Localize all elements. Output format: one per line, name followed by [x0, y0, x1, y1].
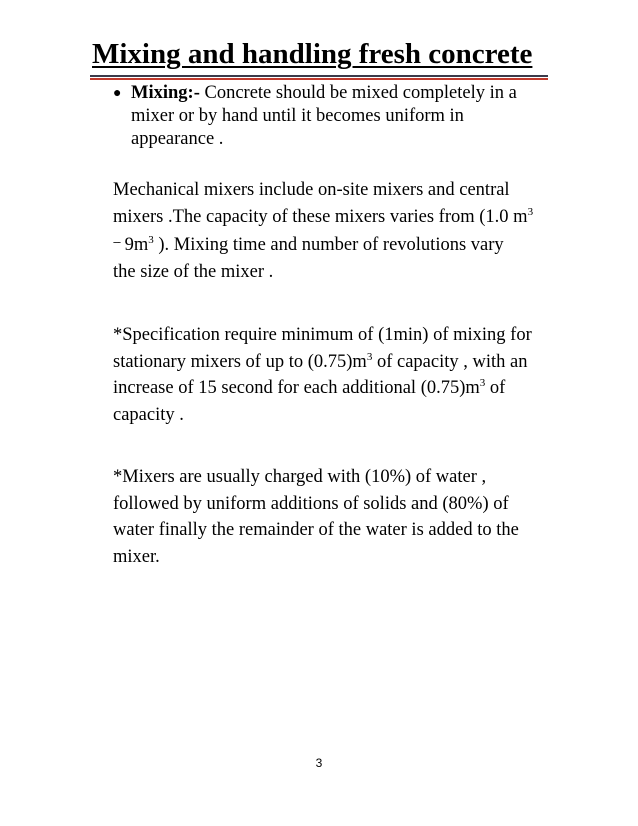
para2-line2	[113, 349, 573, 376]
paragraph-specification	[113, 322, 573, 428]
para1-line4: the size of the mixer .	[113, 261, 274, 282]
bullet-dot-icon: ●	[113, 86, 122, 101]
para3-line3: water finally the remainder of the water is added to the	[113, 520, 519, 540]
paragraph-mechanical-mixers	[113, 177, 573, 285]
para1-line2-text: mixers .The capacity of these mixers varies from (1.0 m	[113, 206, 528, 227]
para2-line2-sup: 3	[366, 350, 373, 363]
bullet-line3: appearance .	[131, 129, 224, 149]
para2-line4: capacity .	[113, 404, 184, 425]
bullet-first-line	[113, 82, 553, 105]
para2-line2-b: of capacity , with an	[372, 351, 528, 372]
para1-line3-b: ). Mixing time and number of revolutions vary	[153, 235, 504, 255]
para1-line2-sup: 3	[527, 205, 534, 218]
para2-line2-a: stationary mixers of up to (0.75)m	[113, 351, 367, 372]
para3-line4: mixer.	[113, 546, 160, 567]
bullet-label: Mixing:-	[131, 83, 200, 103]
para3-line1: *Mixers are usually charged with (10%) of water ,	[113, 467, 487, 487]
para2-line3	[113, 375, 573, 402]
bullet-line2: mixer or by hand until it becomes uniform in	[131, 106, 464, 126]
bullet-mixing	[113, 82, 553, 151]
page-number: 3	[315, 756, 323, 770]
para2-line3-b: of	[485, 378, 506, 398]
para2-line3-a: increase of 15 second for each additional (0.75)m	[113, 378, 480, 398]
bullet-text	[131, 82, 517, 105]
para1-line3-sup: 3	[148, 234, 154, 246]
para3-line2: followed by uniform additions of solids and (80%) of	[113, 493, 509, 514]
title-rule-red	[90, 78, 548, 80]
title-rule-dark	[90, 75, 548, 77]
para1-line3-a: 9m	[120, 235, 149, 255]
para1-line3	[113, 230, 573, 259]
para1-line3-dash: ---	[113, 237, 120, 248]
para2-line1: *Specification require minimum of (1min) of mixing for	[113, 325, 532, 345]
page-title: Mixing and handling fresh concrete	[92, 38, 533, 70]
para1-line1: Mechanical mixers include on-site mixers and central	[113, 180, 510, 200]
paragraph-mixer-charging	[113, 464, 573, 570]
bullet-line1: Concrete should be mixed completely in a	[199, 83, 517, 103]
para2-line3-sup: 3	[479, 377, 486, 389]
para1-line2	[113, 204, 573, 231]
